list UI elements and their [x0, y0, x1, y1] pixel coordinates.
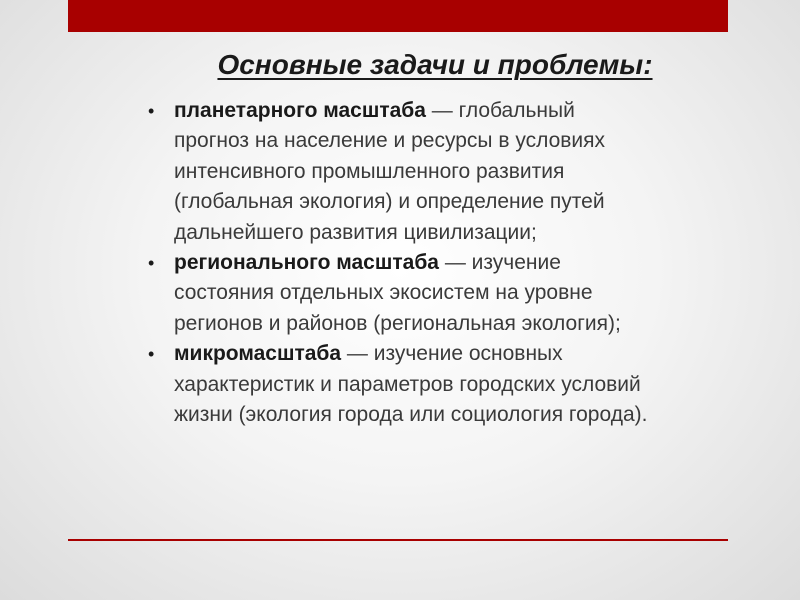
top-accent-bar [68, 0, 728, 32]
bullet-dot-icon: • [148, 344, 155, 365]
bullet-item-micro [148, 339, 648, 430]
bottom-divider-line [68, 539, 728, 541]
bullet-item-regional [148, 248, 648, 339]
bullet-text: — изучение основных характеристик и параметров городских условий жизни (экология города или социология города). [174, 342, 648, 427]
bullet-item-planetary [148, 96, 648, 248]
bullet-text: — изучение состояния отдельных экосистем на уровне регионов и районов (региональная экология); [174, 251, 621, 335]
slide-title: Основные задачи и проблемы: [217, 49, 653, 80]
bullet-term: планетарного масштаба [174, 99, 426, 122]
bullet-term: микромасштаба [174, 342, 342, 366]
bullet-list [148, 96, 648, 430]
bullet-dot-icon: • [148, 101, 155, 121]
bullet-dot-icon: • [148, 253, 155, 274]
bullet-term: регионального масштаба [174, 251, 439, 275]
bullet-text: — глобальный прогноз на население и ресурсы в условиях интенсивного промышленного развития (глобальная экология) и определение путей дальнейшего развития цивилизации; [174, 99, 606, 244]
